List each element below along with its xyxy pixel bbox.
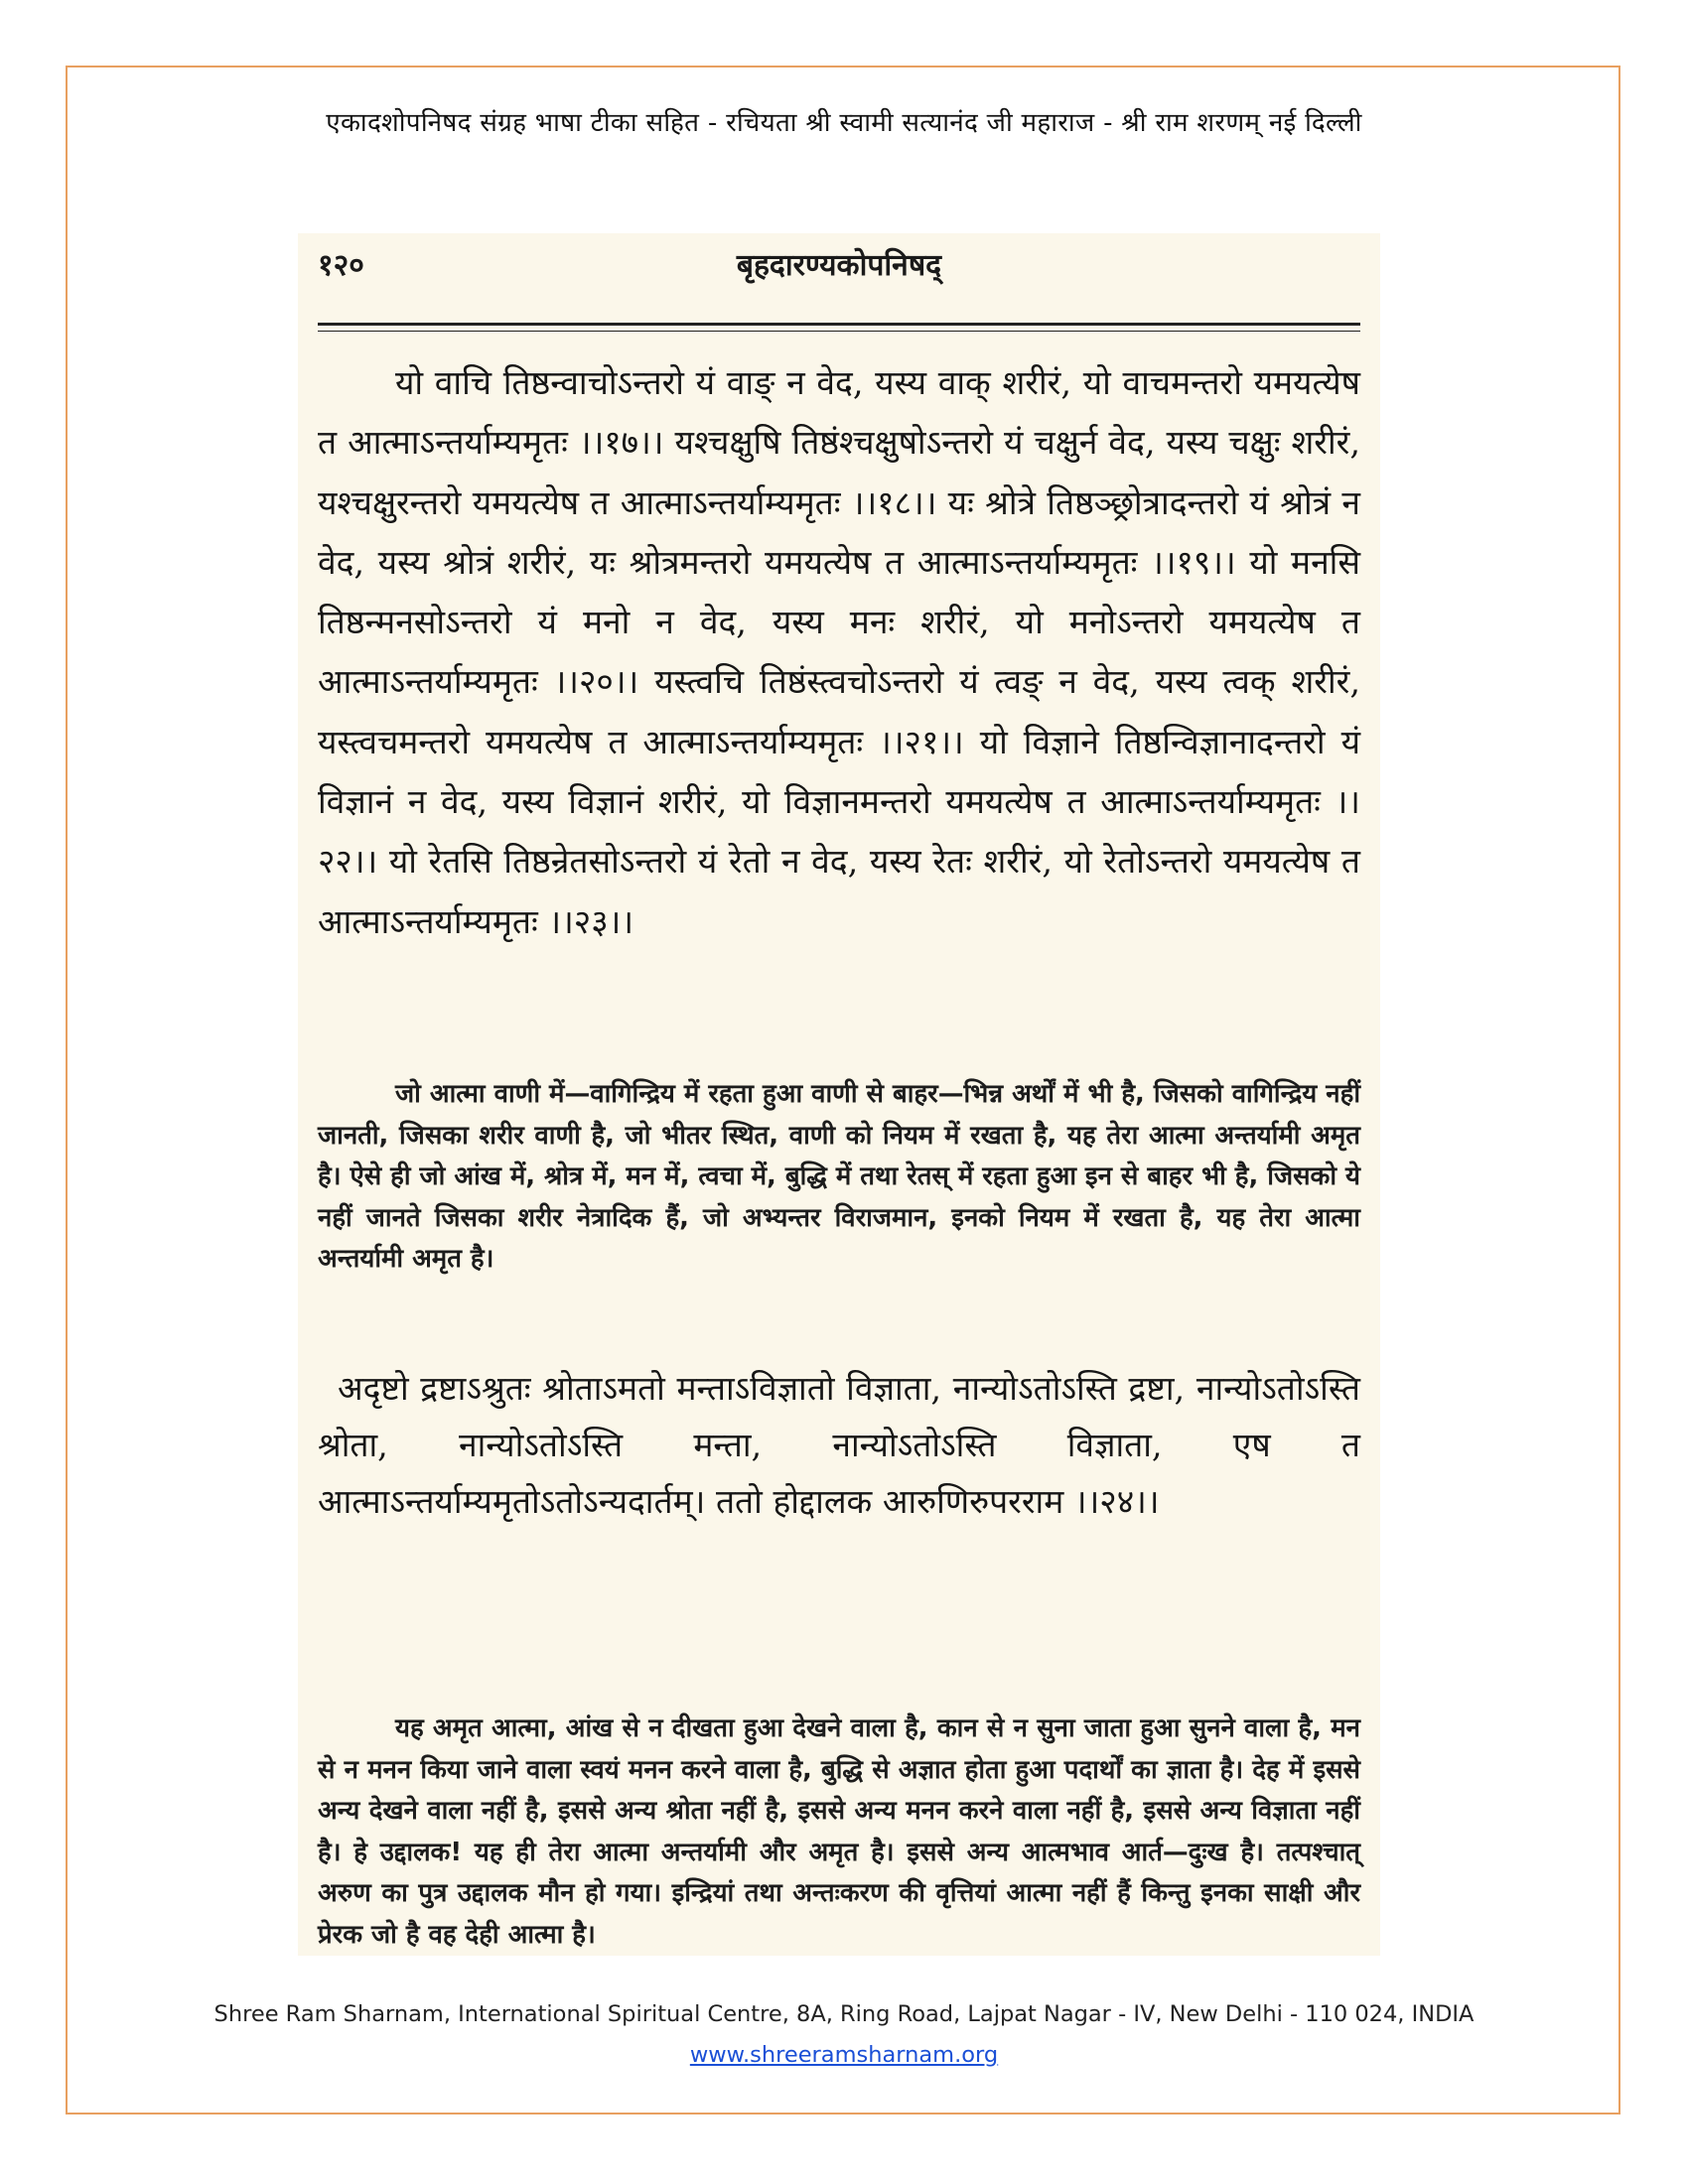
sanskrit-verses-17-23: यो वाचि तिष्ठन्वाचोऽन्तरो यं वाङ् न वेद, यस्य वाक् शरीरं, यो वाचमन्तरो यमयत्येष त आत्माऽन्तर्याम्यमृतः ।।१७।। यश्चक्षुषि तिष्ठंश्चक्षुषोऽन्तरो यं चक्षुर्न वेद, यस्य चक्षुः शरीरं, यश्चक्षुरन्तरो यमयत्येष त आत्माऽन्तर्याम्यमृतः ।।१८।। यः श्रोत्रे तिष्ठञ्छ्रोत्रादन्तरो यं श्रोत्रं न वेद, यस्य श्रोत्रं शरीरं, यः श्रोत्रमन्तरो यमयत्येष त आत्माऽन्तर्याम्यमृतः ।।१९।। यो मनसि तिष्ठन्मनसोऽन्तरो यं मनो न वेद, यस्य मनः शरीरं, यो मनोऽन्तरो यमयत्येष त आत्माऽन्तर्याम्यमृतः ।।२०।। यस्त्वचि तिष्ठंस्त्वचोऽन्तरो यं त्वङ् न वेद, यस्य त्वक् शरीरं, यस्त्वचमन्तरो यमयत्येष त आत्माऽन्तर्याम्यमृतः ।।२१।। यो विज्ञाने तिष्ठन्विज्ञानादन्तरो यं विज्ञानं न वेद, यस्य विज्ञानं शरीरं, यो विज्ञानमन्तरो यमयत्येष त आत्माऽन्तर्याम्यमृतः ।।२२।। यो रेतसि तिष्ठन्रेतसोऽन्तरो यं रेतो न वेद, यस्य रेतः शरीरं, यो रेतोऽन्तरो यमयत्येष त आत्माऽन्तर्याम्यमृतः ।।२३।। [318, 363, 1360, 941]
running-title: बृहदारण्यकोपनिषद् [736, 248, 942, 283]
running-head [318, 243, 1360, 287]
hindi-commentary-24: यह अमृत आत्मा, आंख से न दीखता हुआ देखने वाला है, कान से न सुना जाता हुआ सुनने वाला है, मन से न मनन किया जाने वाला स्वयं मनन करने वाला है, बुद्धि से अज्ञात होता हुआ पदार्थों का ज्ञाता है। देह में इससे अन्य देखने वाला नहीं है, इससे अन्य श्रोता नहीं है, इससे अन्य मनन करने वाला नहीं है, इससे अन्य विज्ञाता नहीं है। हे उद्दालक! यह ही तेरा आत्मा अन्तर्यामी और अमृत है। इससे अन्य आत्मभाव आर्त—दुःख है। तत्पश्चात् अरुण का पुत्र उद्दालक मौन हो गया। इन्द्रियां तथा अन्तःकरण की वृत्तियां आत्मा नहीं हैं किन्तु इनका साक्षी और प्रेरक जो है वह देही आत्मा है। [318, 1713, 1360, 1950]
hindi-commentary-17-23: जो आत्मा वाणी में—वागिन्द्रिय में रहता हुआ वाणी से बाहर—भिन्न अर्थों में भी है, जिसको वागिन्द्रिय नहीं जानती, जिसका शरीर वाणी है, जो भीतर स्थित, वाणी को नियम में रखता है, यह तेरा आत्मा अन्तर्यामी अमृत है। ऐसे ही जो आंख में, श्रोत्र में, मन में, त्वचा में, बुद्धि में तथा रेतस् में रहता हुआ इन से बाहर भी है, जिसको ये नहीं जानते जिसका शरीर नेत्रादिक हैं, जो अभ्यन्तर विराजमान, इनको नियम में रखता है, यह तेरा आत्मा अन्तर्यामी अमृत है। [318, 1079, 1360, 1274]
footer-link-container [0, 2042, 1688, 2068]
website-link[interactable]: www.shreeramsharnam.org [689, 2042, 999, 2068]
header-rule-thin [318, 331, 1360, 332]
sanskrit-verse-24: अदृष्टो द्रष्टाऽश्रुतः श्रोताऽमतो मन्ताऽविज्ञातो विज्ञाता, नान्योऽतोऽस्ति द्रष्टा, नान्योऽतोऽस्ति श्रोता, नान्योऽतोऽस्ति मन्ता, नान्योऽतोऽस्ति विज्ञाता, एष त आत्माऽन्तर्याम्यमृतोऽतोऽन्यदार्तम्। ततो होद्दालक आरुणिरुपरराम ।।२४।। [318, 1369, 1360, 1521]
page-number: १२० [318, 248, 364, 283]
header-rule-thick [318, 323, 1360, 326]
document-header: एकादशोपनिषद संग्रह भाषा टीका सहित - रचियता श्री स्वामी सत्यानंद जी महाराज - श्री राम शरणम् नई दिल्ली [326, 108, 1362, 138]
footer-address: Shree Ram Sharnam, International Spiritual Centre, 8A, Ring Road, Lajpat Nagar - IV, New Delhi - 110 024, INDIA [213, 2001, 1475, 2027]
